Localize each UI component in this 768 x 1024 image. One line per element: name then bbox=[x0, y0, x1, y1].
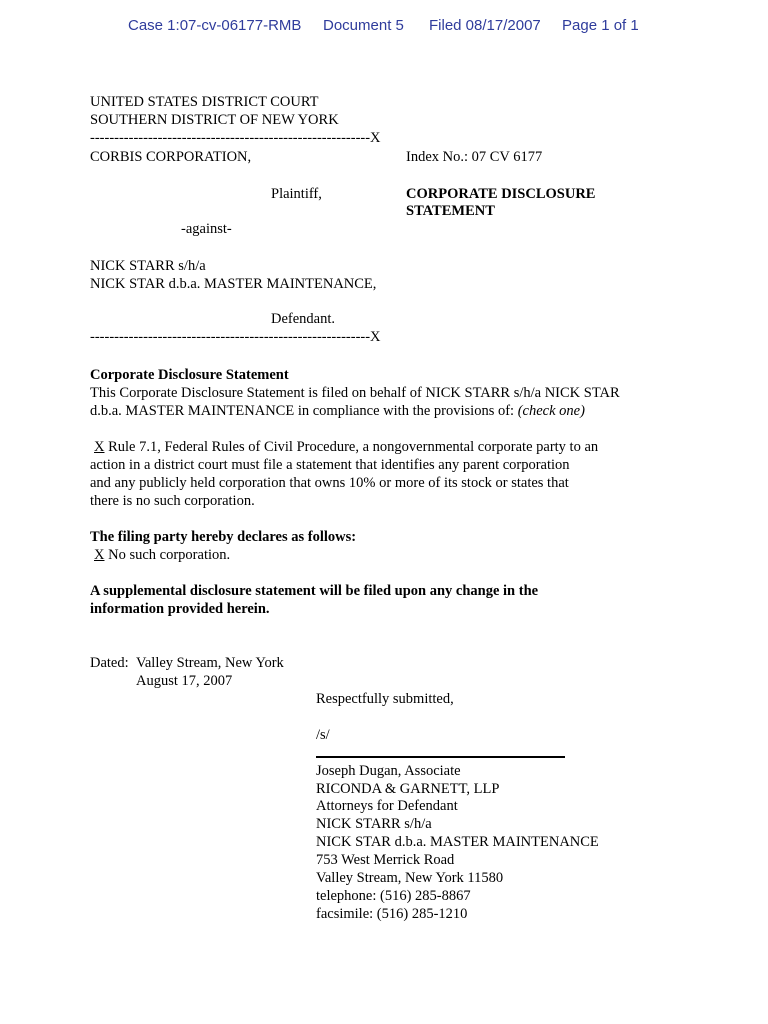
attorney-role: Attorneys for Defendant bbox=[316, 798, 458, 814]
document-title-line2: STATEMENT bbox=[406, 203, 495, 219]
defendant-name-line2: NICK STAR d.b.a. MASTER MAINTENANCE, bbox=[90, 276, 377, 292]
rule-check-mark: X bbox=[94, 439, 105, 455]
declare-check-mark: X bbox=[94, 547, 105, 563]
defendant-name-line1: NICK STARR s/h/a bbox=[90, 258, 206, 274]
rule-line3: and any publicly held corporation that owns 10% or more of its stock or states that bbox=[90, 475, 569, 491]
client-line2: NICK STAR d.b.a. MASTER MAINTENANCE bbox=[316, 834, 599, 850]
dated-label: Dated: bbox=[90, 655, 129, 671]
client-line1: NICK STARR s/h/a bbox=[316, 816, 432, 832]
no-such-corporation-text: No such corporation. bbox=[104, 547, 231, 563]
rule-line1 bbox=[94, 438, 598, 456]
intro-line2 bbox=[90, 402, 585, 420]
attorney-name: Joseph Dugan, Associate bbox=[316, 763, 461, 779]
rule-line4: there is no such corporation. bbox=[90, 493, 255, 509]
header-filed-date: Filed 08/17/2007 bbox=[429, 17, 541, 34]
section-heading: Corporate Disclosure Statement bbox=[90, 367, 289, 383]
check-one-note: (check one) bbox=[517, 403, 585, 419]
no-such-corporation-line bbox=[94, 546, 230, 564]
header-case-number: Case 1:07-cv-06177-RMB bbox=[128, 17, 302, 34]
respectfully-submitted: Respectfully submitted, bbox=[316, 691, 454, 707]
rule-line1-text: Rule 7.1, Federal Rules of Civil Procedure, a nongovernmental corporate party to an bbox=[104, 439, 599, 455]
facsimile: facsimile: (516) 285-1210 bbox=[316, 906, 468, 922]
defendant-role: Defendant. bbox=[271, 311, 336, 327]
court-district: SOUTHERN DISTRICT OF NEW YORK bbox=[90, 112, 339, 128]
supplemental-line2: information provided herein. bbox=[90, 601, 270, 617]
address-city: Valley Stream, New York 11580 bbox=[316, 870, 504, 886]
plaintiff-role: Plaintiff, bbox=[271, 186, 322, 202]
intro-line2-text: d.b.a. MASTER MAINTENANCE in compliance with the provisions of: bbox=[90, 403, 518, 419]
document-title-line1: CORPORATE DISCLOSURE bbox=[406, 186, 596, 202]
against-label: -against- bbox=[181, 221, 232, 237]
plaintiff-name: CORBIS CORPORATION, bbox=[90, 149, 252, 165]
caption-separator-bottom: ----------------------------------------------------------X bbox=[90, 329, 381, 345]
court-name: UNITED STATES DISTRICT COURT bbox=[90, 94, 319, 110]
law-firm: RICONDA & GARNETT, LLP bbox=[316, 781, 500, 797]
supplemental-line1: A supplemental disclosure statement will be filed upon any change in the bbox=[90, 583, 539, 599]
intro-line1: This Corporate Disclosure Statement is filed on behalf of NICK STARR s/h/a NICK STAR bbox=[90, 385, 620, 401]
address-street: 753 West Merrick Road bbox=[316, 852, 455, 868]
header-document-number: Document 5 bbox=[323, 17, 404, 34]
dated-place: Valley Stream, New York bbox=[136, 655, 284, 671]
telephone: telephone: (516) 285-8867 bbox=[316, 888, 471, 904]
declares-heading: The filing party hereby declares as follows: bbox=[90, 529, 357, 545]
rule-line2: action in a district court must file a statement that identifies any parent corporation bbox=[90, 457, 570, 473]
header-page-number: Page 1 of 1 bbox=[562, 17, 639, 34]
index-number: Index No.: 07 CV 6177 bbox=[406, 149, 543, 165]
dated-date: August 17, 2007 bbox=[136, 673, 233, 689]
caption-separator-top: ----------------------------------------------------------X bbox=[90, 130, 381, 146]
signature-line bbox=[316, 756, 565, 758]
signature-mark: /s/ bbox=[316, 727, 330, 743]
